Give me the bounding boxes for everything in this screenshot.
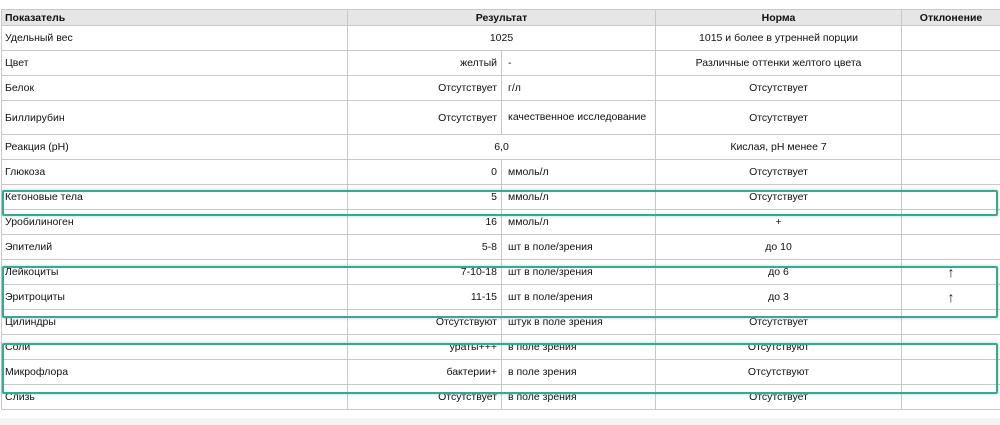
row-result-value: 11-15 <box>348 285 502 310</box>
row-deviation <box>902 385 1000 410</box>
row-indicator: Эпителий <box>2 235 348 260</box>
deviation-up-arrow-icon: ↑ <box>902 285 1000 310</box>
row-result-unit: шт в поле/зрения <box>502 235 656 260</box>
row-deviation <box>902 360 1000 385</box>
header-norm: Норма <box>656 10 902 26</box>
row-result-value: 1025 <box>348 26 656 51</box>
row-norm: до 6 <box>656 260 902 285</box>
row-result-value: 16 <box>348 210 502 235</box>
row-indicator: Цилиндры <box>2 310 348 335</box>
table-row <box>2 310 1000 335</box>
row-result-unit: ммоль/л <box>502 185 656 210</box>
urinalysis-table <box>1 9 1000 410</box>
row-norm: Отсутствует <box>656 385 902 410</box>
row-indicator: Белок <box>2 76 348 101</box>
table-row <box>2 51 1000 76</box>
table-row <box>2 210 1000 235</box>
row-norm: до 10 <box>656 235 902 260</box>
row-result-value: 5-8 <box>348 235 502 260</box>
row-result-unit: ммоль/л <box>502 160 656 185</box>
row-result-value: Отсутствует <box>348 76 502 101</box>
row-deviation <box>902 160 1000 185</box>
row-result-unit: - <box>502 51 656 76</box>
row-deviation <box>902 210 1000 235</box>
row-result-unit: в поле зрения <box>502 360 656 385</box>
row-result-unit: шт в поле/зрения <box>502 285 656 310</box>
row-deviation <box>902 185 1000 210</box>
row-result-unit: в поле зрения <box>502 335 656 360</box>
row-indicator: Эритроциты <box>2 285 348 310</box>
row-result-value: Отсутствует <box>348 101 502 135</box>
row-result-value: 6,0 <box>348 135 656 160</box>
row-indicator: Кетоновые тела <box>2 185 348 210</box>
row-indicator: Цвет <box>2 51 348 76</box>
table-row <box>2 76 1000 101</box>
table-row <box>2 101 1000 135</box>
row-indicator: Удельный вес <box>2 26 348 51</box>
row-deviation <box>902 135 1000 160</box>
table-row <box>2 260 1000 285</box>
row-norm: Отсутствует <box>656 76 902 101</box>
table-row <box>2 360 1000 385</box>
row-result-unit: штук в поле зрения <box>502 310 656 335</box>
table-row <box>2 235 1000 260</box>
row-result-unit: в поле зрения <box>502 385 656 410</box>
row-result-value: ураты+++ <box>348 335 502 360</box>
row-indicator: Микрофлора <box>2 360 348 385</box>
table-header-row <box>2 10 1000 26</box>
table-row <box>2 185 1000 210</box>
row-deviation <box>902 335 1000 360</box>
table-row <box>2 26 1000 51</box>
row-norm: Отсутствуют <box>656 335 902 360</box>
header-deviation: Отклонение <box>902 10 1000 26</box>
row-norm: Отсутствует <box>656 185 902 210</box>
bottom-strip <box>0 418 1000 425</box>
row-deviation <box>902 235 1000 260</box>
row-deviation <box>902 26 1000 51</box>
row-indicator: Реакция (pH) <box>2 135 348 160</box>
row-norm: Отсутствует <box>656 160 902 185</box>
row-norm: Отсутствуют <box>656 360 902 385</box>
row-indicator: Глюкоза <box>2 160 348 185</box>
row-indicator: Биллирубин <box>2 101 348 135</box>
row-result-value: 5 <box>348 185 502 210</box>
table-row <box>2 335 1000 360</box>
row-result-value: Отсутствует <box>348 385 502 410</box>
row-deviation <box>902 51 1000 76</box>
row-result-unit: ммоль/л <box>502 210 656 235</box>
table-row <box>2 160 1000 185</box>
table-row <box>2 385 1000 410</box>
header-indicator: Показатель <box>2 10 348 26</box>
row-result-value: 7-10-18 <box>348 260 502 285</box>
row-deviation <box>902 76 1000 101</box>
row-result-unit: шт в поле/зрения <box>502 260 656 285</box>
row-result-value: 0 <box>348 160 502 185</box>
row-norm: 1015 и более в утренней порции <box>656 26 902 51</box>
table-row <box>2 285 1000 310</box>
row-result-value: бактерии+ <box>348 360 502 385</box>
row-result-value: желтый <box>348 51 502 76</box>
row-norm: Отсутствует <box>656 310 902 335</box>
header-result: Результат <box>348 10 656 26</box>
row-result-value: Отсутствуют <box>348 310 502 335</box>
row-indicator: Соли <box>2 335 348 360</box>
table-row <box>2 135 1000 160</box>
row-norm: до 3 <box>656 285 902 310</box>
row-norm: Различные оттенки желтого цвета <box>656 51 902 76</box>
row-norm: Отсутствует <box>656 101 902 135</box>
row-indicator: Уробилиноген <box>2 210 348 235</box>
row-norm: + <box>656 210 902 235</box>
deviation-up-arrow-icon: ↑ <box>902 260 1000 285</box>
row-deviation <box>902 101 1000 135</box>
row-result-unit: качественное исследование <box>502 101 656 135</box>
row-deviation <box>902 310 1000 335</box>
row-result-unit: г/л <box>502 76 656 101</box>
row-indicator: Лейкоциты <box>2 260 348 285</box>
row-norm: Кислая, pH менее 7 <box>656 135 902 160</box>
row-indicator: Слизь <box>2 385 348 410</box>
